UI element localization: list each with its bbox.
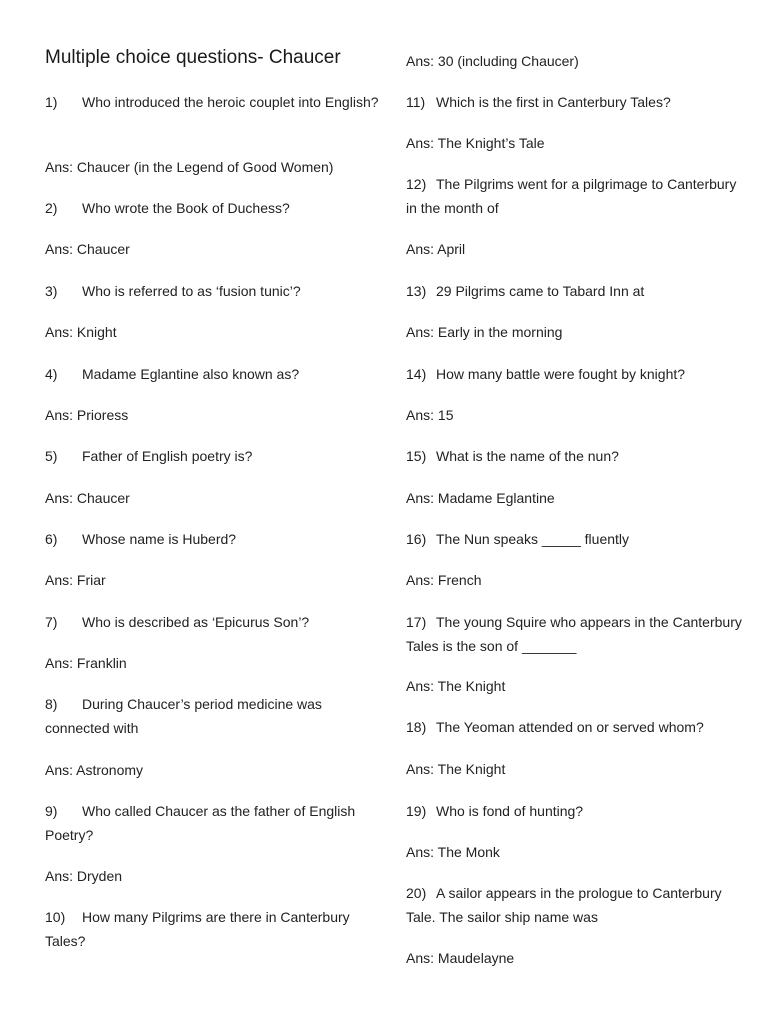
question-15	[406, 445, 619, 469]
question-number: 8)	[45, 696, 58, 712]
question-17	[406, 611, 746, 658]
question-number: 6)	[45, 531, 58, 547]
question-number: 2)	[45, 200, 58, 216]
question-number: 17)	[406, 614, 427, 630]
question-text: Madame Eglantine also known as?	[82, 366, 300, 382]
question-number: 3)	[45, 283, 58, 299]
answer-6: Ans: Friar	[45, 572, 106, 588]
question-number: 18)	[406, 719, 427, 735]
answer-4: Ans: Prioress	[45, 407, 129, 423]
answer-16: Ans: French	[406, 572, 482, 588]
question-text: Who is fond of hunting?	[436, 803, 584, 819]
question-text: How many Pilgrims are there in Canterbury Tales?	[45, 909, 350, 949]
question-text: Which is the first in Canterbury Tales?	[436, 94, 671, 110]
question-8	[45, 693, 385, 740]
answer-12: Ans: April	[406, 241, 466, 257]
question-number: 1)	[45, 94, 58, 110]
answer-15: Ans: Madame Eglantine	[406, 490, 555, 506]
question-10	[45, 906, 385, 953]
answer-2: Ans: Chaucer	[45, 241, 130, 257]
answer-13: Ans: Early in the morning	[406, 324, 563, 340]
question-13	[406, 280, 644, 304]
question-number: 20)	[406, 885, 427, 901]
question-number: 7)	[45, 614, 58, 630]
question-text: Whose name is Huberd?	[82, 531, 237, 547]
answer-1: Ans: Chaucer (in the Legend of Good Women)	[45, 159, 334, 175]
answer-5: Ans: Chaucer	[45, 490, 130, 506]
question-text: Who called Chaucer as the father of English Poetry?	[45, 803, 356, 843]
answer-11: Ans: The Knight’s Tale	[406, 135, 545, 151]
question-text: 29 Pilgrims came to Tabard Inn at	[436, 283, 645, 299]
question-2	[45, 197, 290, 221]
question-4	[45, 363, 299, 387]
question-number: 14)	[406, 366, 427, 382]
question-19	[406, 800, 583, 824]
question-16	[406, 528, 629, 552]
answer-14: Ans: 15	[406, 407, 454, 423]
question-7	[45, 611, 309, 635]
page-title: Multiple choice questions- Chaucer	[45, 47, 341, 68]
question-text: The Pilgrims went for a pilgrimage to Canterbury in the month of	[406, 176, 737, 216]
question-text: Father of English poetry is?	[82, 448, 253, 464]
question-number: 19)	[406, 803, 427, 819]
question-1	[45, 91, 379, 115]
question-text: The young Squire who appears in the Canterbury Tales is the son of _______	[406, 614, 742, 654]
question-number: 11)	[406, 94, 426, 110]
answer-17: Ans: The Knight	[406, 678, 506, 694]
question-3	[45, 280, 301, 304]
question-5	[45, 445, 252, 469]
question-14	[406, 363, 685, 387]
question-number: 12)	[406, 176, 427, 192]
question-text: Who is referred to as ‘fusion tunic’?	[82, 283, 301, 299]
question-20	[406, 882, 746, 929]
question-text: Who wrote the Book of Duchess?	[82, 200, 290, 216]
question-11	[406, 91, 671, 115]
answer-8: Ans: Astronomy	[45, 762, 144, 778]
question-text: The Yeoman attended on or served whom?	[436, 719, 704, 735]
question-text: What is the name of the nun?	[436, 448, 619, 464]
question-number: 16)	[406, 531, 427, 547]
question-12	[406, 173, 746, 220]
question-text: How many battle were fought by knight?	[436, 366, 686, 382]
answer-3: Ans: Knight	[45, 324, 117, 340]
question-number: 10)	[45, 909, 66, 925]
answer-20: Ans: Maudelayne	[406, 950, 515, 966]
question-text: A sailor appears in the prologue to Canterbury Tale. The sailor ship name was	[406, 885, 722, 925]
question-18	[406, 716, 704, 740]
question-text: Who introduced the heroic couplet into English?	[82, 94, 379, 110]
answer-10: Ans: 30 (including Chaucer)	[406, 53, 579, 69]
answer-18: Ans: The Knight	[406, 761, 506, 777]
question-text: During Chaucer’s period medicine was connected with	[45, 696, 322, 736]
question-number: 5)	[45, 448, 58, 464]
question-number: 4)	[45, 366, 58, 382]
question-number: 9)	[45, 803, 58, 819]
answer-9: Ans: Dryden	[45, 868, 123, 884]
answer-19: Ans: The Monk	[406, 844, 500, 860]
question-text: Who is described as ‘Epicurus Son’?	[82, 614, 310, 630]
question-6	[45, 528, 236, 552]
question-text: The Nun speaks _____ fluently	[436, 531, 630, 547]
question-number: 13)	[406, 283, 427, 299]
answer-7: Ans: Franklin	[45, 655, 127, 671]
question-number: 15)	[406, 448, 427, 464]
question-9	[45, 800, 385, 847]
